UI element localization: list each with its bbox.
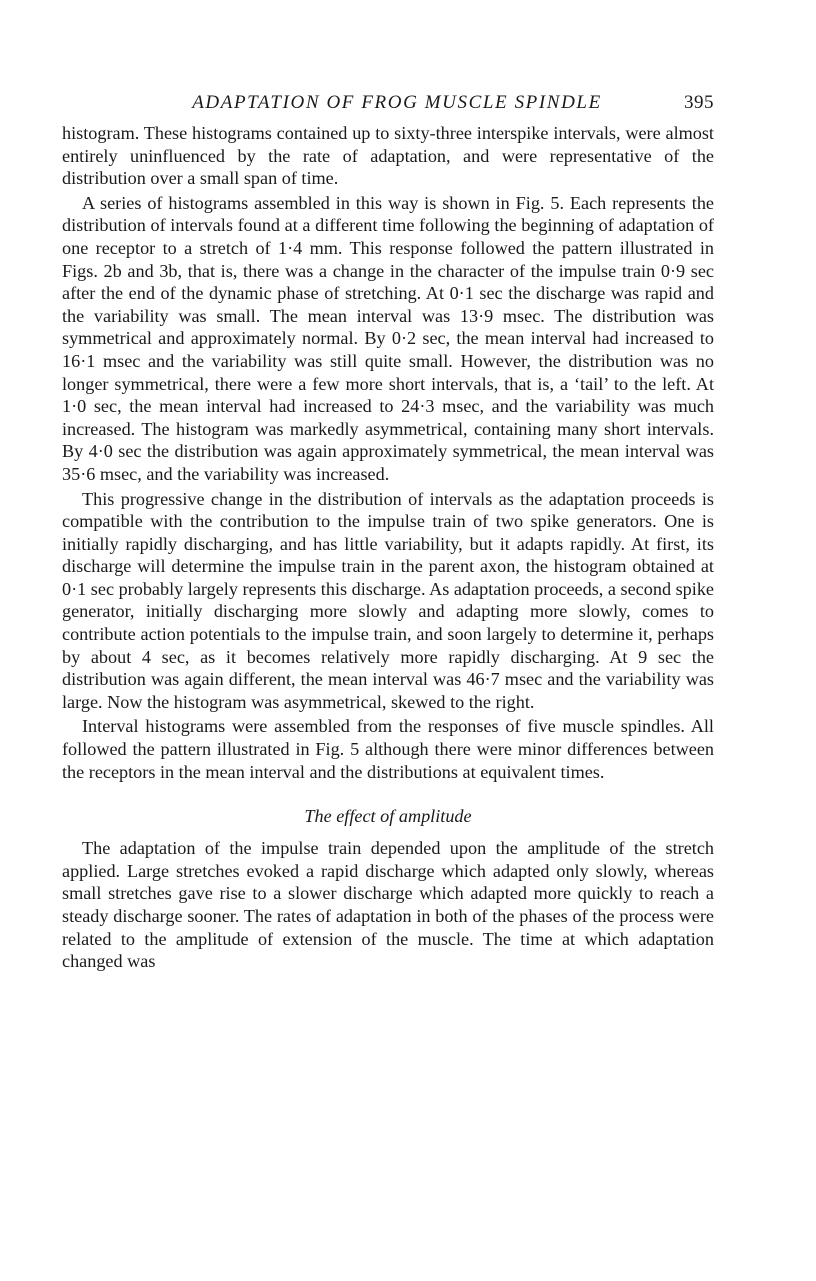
paragraph-five-spindles: Interval histograms were assembled from the responses of five muscle spindles. All followed the pattern illustrated in Fig. 5 although there were minor differences between the receptors in the mean interval and the distributions at equivalent times. [62,716,714,782]
section-heading: The effect of amplitude [304,806,472,827]
running-header [62,92,714,122]
page [62,92,714,973]
paragraph-continued: histogram. These histograms contained up to sixty-three interspike intervals, were almost entirely uninfluenced by the rate of adaptation, and were representative of the distribution over a small span of time. [62,123,714,189]
paragraph-amplitude: The adaptation of the impulse train depended upon the amplitude of the stretch applied. Large stretches evoked a rapid discharge which adapted only slowly, whereas small stretches gave rise to a slower discharge which adapted more quickly to reach a steady discharge sooner. The rates of adaptation in both of the phases of the process were related to the amplitude of extension of the muscle. The time at which adaptation changed was [62,838,714,972]
page-number: 395 [684,92,714,113]
paragraph-histogram-series: A series of histograms assembled in this way is shown in Fig. 5. Each represents the distribution of intervals found at a different time following the beginning of adaptation of one receptor to a stretch of 1·4 mm. This response followed the pattern illustrated in Figs. 2b and 3b, that is, there was a change in the character of the impulse train 0·9 sec after the end of the dynamic phase of stretching. At 0·1 sec the discharge was rapid and the variability was small. The mean interval was 13·9 msec. The distribution was symmetrical and approximately normal. By 0·2 sec, the mean interval had increased to 16·1 msec and the variability was still quite small. However, the distribution was no longer symmetrical, there were a few more short intervals, that is, a ‘tail’ to the left. At 1·0 sec, the mean interval had increased to 24·3 msec, and the variability was much increased. The histogram was markedly asymmetrical, containing many short intervals. By 4·0 sec the distribution was again approximately symmetrical, the mean interval was 35·6 msec, and the variability was increased. [62,192,714,484]
running-title: ADAPTATION OF FROG MUSCLE SPINDLE [192,92,602,113]
paragraph-two-generators: This progressive change in the distribution of intervals as the adaptation proceeds is compatible with the contribution to the impulse train of two spike generators. One is initially rapidly discharging, and has little variability, but it adapts rapidly. At first, its discharge will determine the impulse train in the parent axon, the histogram obtained at 0·1 sec probably largely represents this discharge. As adaptation proceeds, a second spike generator, initially discharging more slowly and adapting more slowly, comes to contribute action potentials to the impulse train, and soon largely to determine it, perhaps by about 4 sec, as it becomes relatively more rapidly discharging. At 9 sec the distribution was again different, the mean interval was 46·7 msec and the variability was large. Now the histogram was asymmetrical, skewed to the right. [62,488,714,712]
